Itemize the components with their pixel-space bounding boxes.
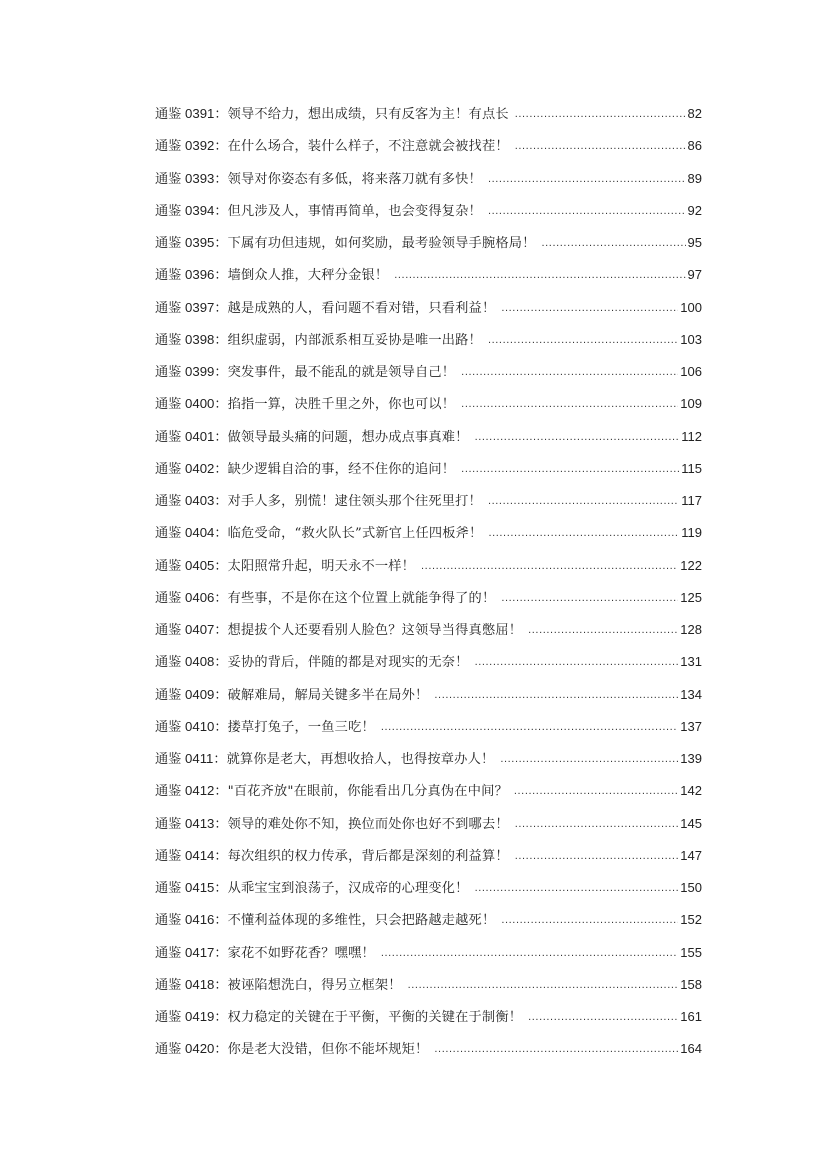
toc-entry-id: 通鉴 0404： xyxy=(155,525,228,541)
toc-entry-page-number: 152 xyxy=(680,912,702,928)
toc-entry-id: 通鉴 0393： xyxy=(155,170,228,186)
toc-entry-id: 通鉴 0416： xyxy=(155,912,228,928)
toc-entry-page-number: 145 xyxy=(680,815,702,831)
toc-list xyxy=(155,103,702,1071)
toc-entry[interactable] xyxy=(155,490,702,522)
toc-entry-title: 下属有功但违规，如何奖励，最考验领导手腕格局！ xyxy=(227,236,536,251)
toc-entry[interactable] xyxy=(155,813,702,845)
toc-entry[interactable] xyxy=(155,555,702,587)
toc-entry-page-number: 139 xyxy=(680,751,702,766)
toc-entry-title: 在什么场合，装什么样子，不注意就会被找茬！ xyxy=(227,139,509,155)
toc-entry-id: 通鉴 0407： xyxy=(155,622,228,637)
toc-entry-id: 通鉴 0403： xyxy=(155,493,228,508)
toc-entry[interactable] xyxy=(155,651,702,683)
toc-entry[interactable] xyxy=(155,329,702,361)
toc-entry-leader-dots xyxy=(501,587,678,609)
toc-entry-title: 墙倒众人推，大秤分金银！ xyxy=(227,268,389,284)
toc-entry-title: 组织虚弱，内部派系相互妥协是唯一出路！ xyxy=(227,332,482,348)
toc-entry-page-number: 161 xyxy=(680,1009,702,1024)
toc-entry[interactable] xyxy=(155,587,702,619)
toc-entry-leader-dots xyxy=(500,748,678,770)
toc-entry-leader-dots xyxy=(515,845,679,867)
toc-entry-leader-dots xyxy=(434,1038,678,1060)
toc-entry-title: 领导不给力，想出成绩，只有反客为主！有点长 xyxy=(227,107,509,122)
toc-entry-title: 从乖宝宝到浪荡子，汉成帝的心理变化！ xyxy=(227,881,469,896)
toc-entry-leader-dots xyxy=(488,200,686,222)
toc-entry-title: 妥协的背后，伴随的都是对现实的无奈！ xyxy=(227,655,469,671)
toc-entry-page-number: 115 xyxy=(681,460,702,476)
toc-entry-leader-dots xyxy=(488,522,679,544)
toc-entry-page-number: 117 xyxy=(681,493,702,508)
toc-entry[interactable] xyxy=(155,426,702,458)
toc-entry[interactable] xyxy=(155,909,702,941)
toc-entry-page-number: 82 xyxy=(687,106,702,121)
toc-entry-title: 每次组织的权力传承，背后都是深刻的利益算！ xyxy=(227,848,509,864)
toc-entry-page-number: 134 xyxy=(680,686,702,702)
toc-entry-page-number: 100 xyxy=(680,299,702,315)
toc-entry-id: 通鉴 0395： xyxy=(155,235,228,250)
toc-entry[interactable] xyxy=(155,684,702,716)
toc-entry[interactable] xyxy=(155,458,702,490)
toc-entry-page-number: 103 xyxy=(680,331,702,347)
toc-entry-id: 通鉴 0408： xyxy=(155,654,228,670)
toc-entry[interactable] xyxy=(155,232,702,264)
toc-entry-title: 越是成熟的人，看问题不看对错，只看利益！ xyxy=(227,300,496,316)
toc-entry-id: 通鉴 0419： xyxy=(155,1009,228,1024)
toc-entry[interactable] xyxy=(155,877,702,909)
toc-entry-page-number: 109 xyxy=(680,396,702,412)
toc-entry-id: 通鉴 0417： xyxy=(155,944,228,960)
toc-entry-page-number: 119 xyxy=(681,525,702,541)
toc-entry-id: 通鉴 0399： xyxy=(155,364,228,379)
toc-entry-id: 通鉴 0402： xyxy=(155,460,228,476)
toc-entry-leader-dots xyxy=(461,361,678,383)
toc-entry[interactable] xyxy=(155,845,702,877)
toc-entry-leader-dots xyxy=(475,426,680,448)
toc-entry-id: 通鉴 0398： xyxy=(155,331,228,347)
toc-entry-id: 通鉴 0420： xyxy=(155,1041,228,1057)
toc-entry-id: 通鉴 0412： xyxy=(155,783,228,799)
toc-entry-title: 对手人多，别慌！逮住领头那个往死里打！ xyxy=(227,494,482,509)
toc-entry-id: 通鉴 0392： xyxy=(155,138,228,154)
toc-entry-id: 通鉴 0409： xyxy=(155,686,228,702)
toc-entry-title: 但凡涉及人，事情再简单，也会变得复杂！ xyxy=(227,203,482,219)
toc-entry-id: 通鉴 0400： xyxy=(155,396,228,412)
toc-entry-leader-dots xyxy=(515,103,686,125)
toc-entry-leader-dots xyxy=(528,619,678,641)
toc-entry[interactable] xyxy=(155,974,702,1006)
toc-entry-leader-dots xyxy=(434,684,678,706)
toc-entry-id: 通鉴 0410： xyxy=(155,718,228,734)
toc-entry[interactable] xyxy=(155,780,702,812)
toc-entry-id: 通鉴 0414： xyxy=(155,847,228,863)
toc-entry-title: 就算你是老大，再想收拾人，也得按章办人！ xyxy=(226,752,495,767)
toc-entry-leader-dots xyxy=(488,329,678,351)
toc-entry[interactable] xyxy=(155,361,702,393)
toc-entry-title: 临危受命，“救火队长”式新官上任四板斧！ xyxy=(227,526,483,542)
toc-entry-leader-dots xyxy=(501,909,678,931)
toc-entry-page-number: 112 xyxy=(681,428,702,444)
toc-entry-leader-dots xyxy=(515,813,679,835)
toc-entry-page-number: 150 xyxy=(680,880,702,895)
toc-entry-id: 通鉴 0413： xyxy=(155,815,228,831)
toc-entry-leader-dots xyxy=(528,1006,678,1028)
toc-entry-leader-dots xyxy=(475,877,679,899)
toc-entry-leader-dots xyxy=(408,974,679,996)
toc-entry[interactable] xyxy=(155,942,702,974)
toc-entry-title: 不懂利益体现的多维性，只会把路越走越死！ xyxy=(227,913,496,929)
toc-entry-id: 通鉴 0394： xyxy=(155,202,228,218)
toc-entry-leader-dots xyxy=(461,393,678,415)
toc-entry-page-number: 89 xyxy=(687,170,702,186)
toc-entry-id: 通鉴 0397： xyxy=(155,299,228,315)
toc-entry-leader-dots xyxy=(488,168,686,190)
toc-entry-page-number: 95 xyxy=(687,235,702,250)
toc-entry[interactable] xyxy=(155,1006,702,1038)
toc-entry[interactable] xyxy=(155,200,702,232)
toc-entry-id: 通鉴 0418： xyxy=(155,976,228,992)
toc-entry-leader-dots xyxy=(542,232,686,254)
toc-entry-page-number: 125 xyxy=(680,589,702,605)
toc-entry-leader-dots xyxy=(488,490,679,512)
toc-entry-title: 领导对你姿态有多低，将来落刀就有多快！ xyxy=(227,171,482,187)
toc-entry-title: 突发事件，最不能乱的就是领导自己！ xyxy=(227,365,456,380)
toc-entry-leader-dots xyxy=(381,942,678,964)
toc-entry-leader-dots xyxy=(475,651,679,673)
toc-entry-id: 通鉴 0401： xyxy=(155,428,228,444)
toc-entry-title: 权力稳定的关键在于平衡，平衡的关键在于制衡！ xyxy=(227,1010,523,1025)
toc-entry-page-number: 137 xyxy=(680,718,702,734)
toc-entry[interactable] xyxy=(155,264,702,296)
toc-entry-id: 通鉴 0405： xyxy=(155,557,228,573)
toc-entry-leader-dots xyxy=(514,780,678,802)
toc-entry-page-number: 128 xyxy=(680,622,702,637)
toc-entry[interactable] xyxy=(155,168,702,200)
toc-entry-id: 通鉴 0415： xyxy=(155,880,228,895)
toc-entry[interactable] xyxy=(155,522,702,554)
toc-entry-title: 你是老大没错，但你不能坏规矩！ xyxy=(227,1042,429,1058)
toc-entry[interactable] xyxy=(155,393,702,425)
toc-entry-title: 搂草打兔子，一鱼三吃！ xyxy=(227,719,375,735)
toc-entry-leader-dots xyxy=(461,458,679,480)
toc-entry-page-number: 131 xyxy=(680,654,702,670)
toc-entry-title: 破解难局，解局关键多半在局外！ xyxy=(227,687,429,703)
toc-entry-leader-dots xyxy=(421,555,678,577)
table-of-contents xyxy=(155,103,702,1071)
toc-entry-page-number: 155 xyxy=(680,944,702,960)
toc-entry-leader-dots xyxy=(394,264,685,286)
toc-entry-page-number: 92 xyxy=(687,202,702,218)
toc-entry[interactable] xyxy=(155,297,702,329)
toc-entry[interactable] xyxy=(155,619,702,651)
toc-entry-id: 通鉴 0411： xyxy=(155,751,227,766)
toc-entry-title: 太阳照常升起，明天永不一样！ xyxy=(227,558,416,574)
toc-entry-page-number: 142 xyxy=(680,783,702,799)
toc-entry-page-number: 106 xyxy=(680,364,702,379)
toc-entry-id: 通鉴 0396： xyxy=(155,267,228,283)
toc-entry[interactable] xyxy=(155,716,702,748)
toc-entry-title: 领导的难处你不知，换位而处你也好不到哪去！ xyxy=(227,816,509,832)
toc-entry-page-number: 147 xyxy=(680,847,702,863)
toc-entry-page-number: 86 xyxy=(687,138,702,154)
toc-entry-leader-dots xyxy=(381,716,678,738)
toc-entry-leader-dots xyxy=(515,135,686,157)
toc-entry-id: 通鉴 0391： xyxy=(155,106,228,121)
toc-entry-title: 想提拔个人还要看别人脸色？这领导当得真憋屈！ xyxy=(227,623,523,638)
toc-entry[interactable] xyxy=(155,748,702,780)
toc-entry[interactable] xyxy=(155,103,702,135)
toc-entry-page-number: 122 xyxy=(680,557,702,573)
toc-entry-leader-dots xyxy=(501,297,678,319)
toc-entry-id: 通鉴 0406： xyxy=(155,589,228,605)
toc-entry-page-number: 164 xyxy=(680,1041,702,1057)
toc-entry[interactable] xyxy=(155,1038,702,1070)
toc-entry-title: 缺少逻辑自洽的事，经不住你的追问！ xyxy=(227,461,456,477)
toc-entry-title: 有些事，不是你在这个位置上就能争得了的！ xyxy=(227,590,496,606)
toc-entry-title: 掐指一算，决胜千里之外，你也可以！ xyxy=(227,397,456,413)
toc-entry-title: "百花齐放"在眼前，你能看出几分真伪在中间？ xyxy=(227,784,508,800)
toc-entry[interactable] xyxy=(155,135,702,167)
toc-entry-title: 被诬陷想洗白，得另立框架！ xyxy=(227,977,402,993)
toc-entry-page-number: 158 xyxy=(680,976,702,992)
toc-entry-title: 做领导最头痛的问题，想办成点事真难！ xyxy=(227,429,469,445)
toc-entry-title: 家花不如野花香？嘿嘿！ xyxy=(227,945,375,961)
toc-entry-page-number: 97 xyxy=(687,267,702,283)
